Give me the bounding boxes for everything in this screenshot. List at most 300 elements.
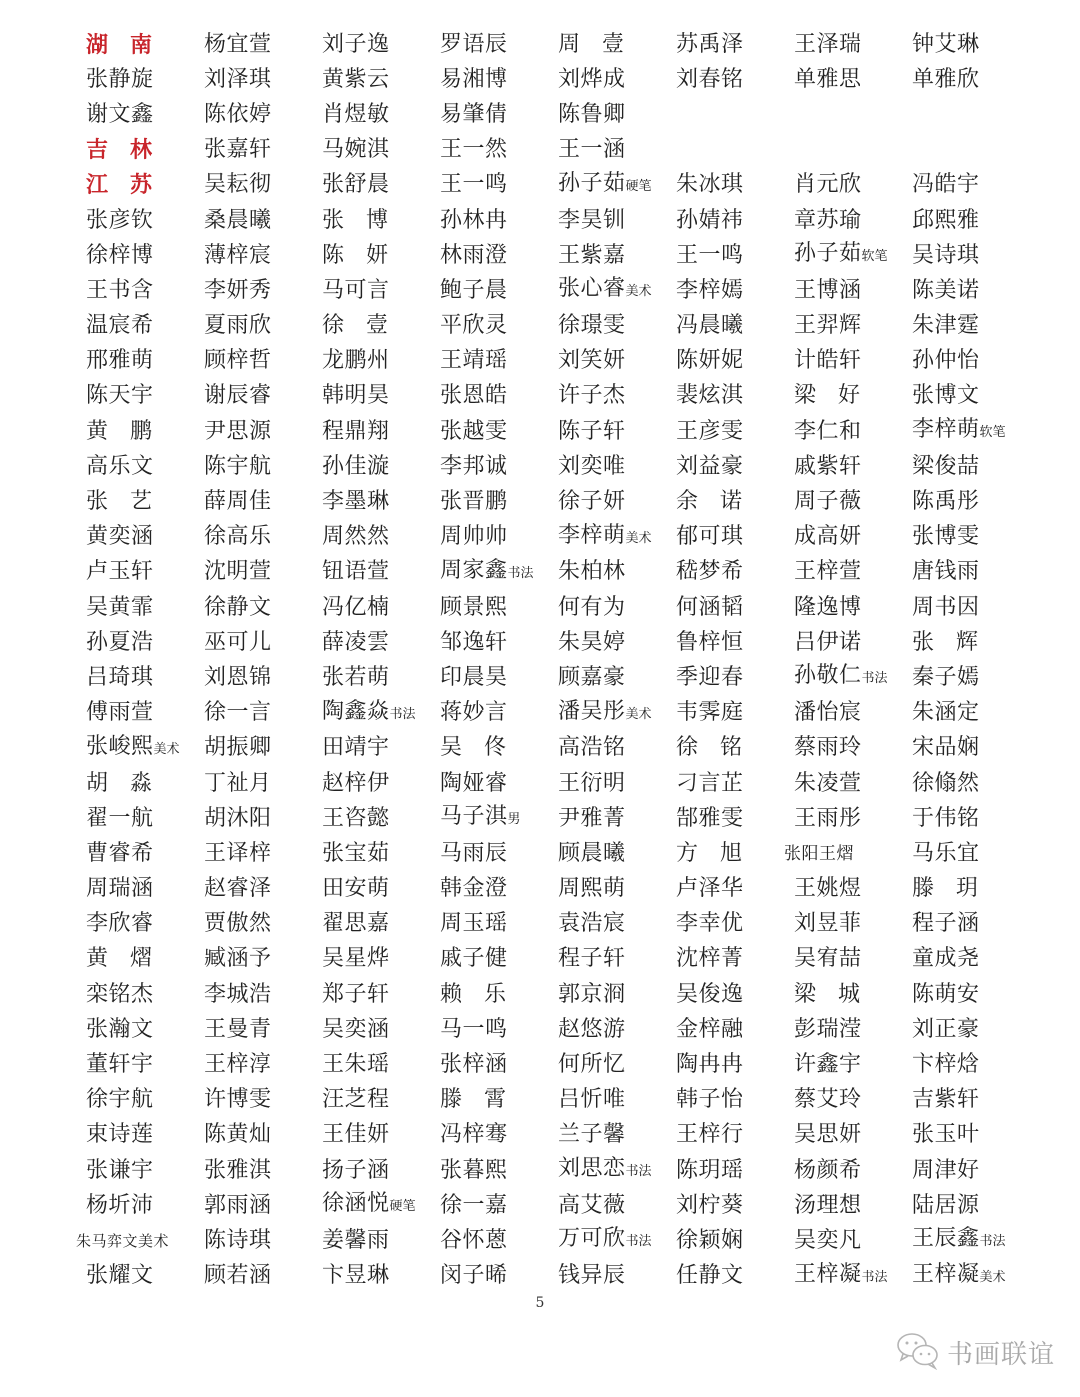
student-name [430, 276, 548, 306]
name-text: 王泽瑞 [794, 31, 862, 57]
student-name [902, 1156, 1020, 1186]
student-name [76, 698, 194, 728]
student-name [548, 100, 666, 130]
student-name [784, 1260, 902, 1293]
name-text: 吴黄霏 [86, 594, 154, 620]
name-text: 何有为 [558, 594, 626, 620]
student-name [902, 65, 1020, 95]
student-name [548, 1050, 666, 1080]
name-text: 程鼎翔 [322, 418, 390, 444]
student-name [784, 487, 902, 517]
student-name [902, 30, 1020, 60]
category-note: 男 [507, 812, 521, 828]
name-text: 彭瑞滢 [794, 1016, 862, 1042]
name-text: 刘子逸 [322, 31, 390, 57]
student-name [902, 593, 1020, 623]
name-text: 王博涵 [794, 277, 862, 303]
name-text: 张若萌 [322, 664, 390, 690]
name-text: 王彦雯 [676, 418, 744, 444]
name-text: 王一鸣 [440, 172, 508, 198]
name-text: 冯梓骞 [440, 1122, 508, 1148]
student-name [76, 839, 194, 869]
name-text: 徐涵悦 [322, 1191, 390, 1217]
name-text: 王一然 [440, 137, 508, 163]
student-name [312, 170, 430, 200]
name-text: 卢泽华 [676, 876, 744, 902]
student-name [902, 769, 1020, 799]
name-text: 周子薇 [794, 489, 862, 515]
name-text: 卢玉轩 [86, 559, 154, 585]
name-text: 蒋妙言 [440, 700, 508, 726]
student-name [784, 944, 902, 974]
student-name [548, 241, 666, 271]
student-name [312, 733, 430, 763]
name-text: 吕忻唯 [558, 1087, 626, 1113]
student-name [666, 452, 784, 482]
name-text: 张谦宇 [86, 1157, 154, 1183]
name-text: 吴诗琪 [912, 242, 980, 268]
student-name [902, 874, 1020, 904]
student-name [666, 593, 784, 623]
student-name [76, 804, 194, 834]
student-name [666, 769, 784, 799]
student-name [430, 381, 548, 411]
name-text: 肖煜敏 [322, 101, 390, 127]
name-text: 王梓行 [676, 1122, 744, 1148]
student-name [902, 839, 1020, 869]
name-text: 成高妍 [794, 524, 862, 550]
student-name [194, 1085, 312, 1115]
student-name [76, 311, 194, 341]
student-name [666, 1261, 784, 1291]
name-text: 徐静文 [204, 594, 272, 620]
student-name [194, 980, 312, 1010]
student-name [902, 1085, 1020, 1115]
student-name [430, 170, 548, 200]
name-text: 桑晨曦 [204, 207, 272, 233]
student-name [430, 100, 548, 130]
name-text: 兰子馨 [558, 1122, 626, 1148]
name-text: 郭雨涵 [204, 1192, 272, 1218]
student-name [194, 1050, 312, 1080]
student-name [312, 487, 430, 517]
name-text: 沈梓菁 [676, 946, 744, 972]
name-text: 孙敬仁 [794, 663, 862, 689]
name-text: 张耀文 [86, 1263, 154, 1289]
student-name [784, 1226, 902, 1256]
category-note: 书法 [625, 1234, 652, 1250]
student-name [312, 311, 430, 341]
name-text: 陶冉冉 [676, 1052, 744, 1078]
student-name [784, 452, 902, 482]
name-text: 巫可儿 [204, 629, 272, 655]
student-name [548, 311, 666, 341]
student-name [784, 909, 902, 939]
name-text: 冯晨曦 [676, 313, 744, 339]
name-text: 陈禹彤 [912, 489, 980, 515]
name-text: 翟思嘉 [322, 911, 390, 937]
name-text: 张心睿 [558, 276, 626, 302]
category-note: 书法 [861, 671, 888, 687]
student-name [312, 1189, 430, 1222]
student-name [902, 522, 1020, 552]
name-text: 孙林冉 [440, 207, 508, 233]
name-text: 孙婧祎 [676, 207, 744, 233]
name-char: 吴 [440, 735, 463, 761]
name-row [76, 766, 1026, 801]
student-name [312, 65, 430, 95]
student-name [666, 1226, 784, 1256]
student-name [784, 239, 902, 272]
student-name [784, 1015, 902, 1045]
name-text: 单雅欣 [912, 66, 980, 92]
name-text: 杨圻沛 [86, 1192, 154, 1218]
name-text: 谢文鑫 [86, 101, 154, 127]
name-text: 钱异辰 [558, 1263, 626, 1289]
name-text: 姜馨雨 [322, 1227, 390, 1253]
student-name [76, 769, 194, 799]
name-text: 韦霁庭 [676, 700, 744, 726]
name-row [76, 414, 1026, 449]
student-name [312, 346, 430, 376]
student-name [548, 769, 666, 799]
student-name [784, 381, 902, 411]
student-name [312, 1226, 430, 1256]
name-text: 王靖瑶 [440, 348, 508, 374]
student-name [548, 30, 666, 60]
student-name [194, 346, 312, 376]
student-name [548, 487, 666, 517]
name-text: 王一涵 [558, 137, 626, 163]
student-name [312, 769, 430, 799]
name-text: 陈天宇 [86, 383, 154, 409]
name-text: 陈妍妮 [676, 348, 744, 374]
category-note: 书法 [979, 1234, 1006, 1250]
student-name [76, 1156, 194, 1186]
student-name [312, 1261, 430, 1291]
student-name [548, 944, 666, 974]
student-name [666, 170, 784, 200]
name-text: 计皓轩 [794, 348, 862, 374]
name-text: 杨宜萱 [204, 31, 272, 57]
student-name [312, 1050, 430, 1080]
student-name [430, 65, 548, 95]
name-text: 韩子怡 [676, 1087, 744, 1113]
name-text: 张峻熙 [86, 733, 154, 759]
name-text: 陈鲁卿 [558, 101, 626, 127]
student-name [784, 206, 902, 236]
name-text: 周书因 [912, 594, 980, 620]
student-name [76, 346, 194, 376]
category-note: 书法 [861, 1269, 888, 1285]
name-text: 李梓嫣 [676, 277, 744, 303]
student-name [194, 417, 312, 447]
name-text: 孙夏浩 [86, 629, 154, 655]
student-name [430, 556, 548, 589]
name-text: 刘笑妍 [558, 348, 626, 374]
student-name [548, 381, 666, 411]
name-text: 冯亿楠 [322, 594, 390, 620]
student-name [784, 874, 902, 904]
name-text: 郜雅雯 [676, 805, 744, 831]
student-name [666, 487, 784, 517]
student-name [784, 346, 902, 376]
student-name [666, 1050, 784, 1080]
name-char: 博 [366, 207, 389, 233]
student-name [312, 1120, 430, 1150]
student-name [194, 452, 312, 482]
student-name [430, 839, 548, 869]
student-name [76, 452, 194, 482]
name-text: 刘春铭 [676, 66, 744, 92]
name-text: 张瀚文 [86, 1016, 154, 1042]
name-text: 潘怡宸 [794, 700, 862, 726]
name-text: 金梓融 [676, 1016, 744, 1042]
name-row [76, 801, 1026, 836]
category-note: 美术 [979, 1269, 1006, 1285]
name-text: 李欣睿 [86, 911, 154, 937]
name-char: 好 [838, 383, 861, 409]
student-name [784, 30, 902, 60]
student-name [902, 1224, 1020, 1257]
name-row [76, 555, 1026, 590]
student-name [902, 1015, 1020, 1045]
student-name [194, 557, 312, 587]
student-name [666, 944, 784, 974]
student-name [784, 557, 902, 587]
student-name [194, 1156, 312, 1186]
name-text: 刘柠葵 [676, 1192, 744, 1218]
student-name [784, 769, 902, 799]
name-text: 张静旋 [86, 66, 154, 92]
student-name [548, 1015, 666, 1045]
student-name [194, 1120, 312, 1150]
name-text: 冯皓宇 [912, 172, 980, 198]
name-text: 宋品娴 [912, 735, 980, 761]
student-name [76, 522, 194, 552]
name-text: 吴宥喆 [794, 946, 862, 972]
name-text: 周熙萌 [558, 876, 626, 902]
student-name [902, 628, 1020, 658]
name-text: 张暮熙 [440, 1157, 508, 1183]
name-text: 赵悠游 [558, 1016, 626, 1042]
student-name [784, 661, 902, 694]
student-name [312, 874, 430, 904]
student-name [666, 557, 784, 587]
student-name [666, 1015, 784, 1045]
name-text: 印晨昊 [440, 664, 508, 690]
name-char: 赖 [440, 981, 463, 1007]
name-text: 裴炫淇 [676, 383, 744, 409]
student-name [666, 909, 784, 939]
name-text: 朱凌萱 [794, 770, 862, 796]
name-row [76, 1083, 1026, 1118]
name-text: 唐钱雨 [912, 559, 980, 585]
name-char: 陈 [322, 242, 345, 268]
student-name [548, 1085, 666, 1115]
student-name [548, 663, 666, 693]
name-text: 周然然 [322, 524, 390, 550]
student-name [194, 663, 312, 693]
name-text: 王一鸣 [676, 242, 744, 268]
name-char: 鹏 [130, 418, 153, 444]
name-text: 周瑞涵 [86, 876, 154, 902]
name-text: 孙子茹 [558, 170, 626, 196]
student-name [784, 1156, 902, 1186]
category-note: 美术 [153, 741, 180, 757]
student-name [430, 452, 548, 482]
student-name [548, 874, 666, 904]
name-text: 周玉瑶 [440, 911, 508, 937]
name-text: 李幸优 [676, 911, 744, 937]
student-name [548, 839, 666, 869]
name-text: 徐高乐 [204, 524, 272, 550]
name-text: 徐一言 [204, 700, 272, 726]
student-name [902, 206, 1020, 236]
student-name [76, 276, 194, 306]
name-char: 妍 [366, 242, 389, 268]
student-name [430, 909, 548, 939]
name-text: 李妍秀 [204, 277, 272, 303]
name-char: 霄 [484, 1087, 507, 1113]
name-row [76, 309, 1026, 344]
name-text: 傅雨萱 [86, 700, 154, 726]
name-text: 张雅淇 [204, 1157, 272, 1183]
name-text: 董轩宇 [86, 1052, 154, 1078]
name-text: 嵇梦希 [676, 559, 744, 585]
name-text: 李梓萌 [912, 417, 980, 443]
student-name [194, 30, 312, 60]
student-name [784, 980, 902, 1010]
name-char: 胡 [86, 770, 109, 796]
watermark-text: 书画联谊 [947, 1339, 1056, 1370]
province-header [76, 135, 194, 165]
name-char: 佟 [484, 735, 507, 761]
student-name [666, 1120, 784, 1150]
name-text: 刘恩锦 [204, 664, 272, 690]
name-text: 韩金澄 [440, 876, 508, 902]
student-name [76, 874, 194, 904]
name-text: 陶娅睿 [440, 770, 508, 796]
student-name [312, 628, 430, 658]
name-char: 方 [676, 840, 699, 866]
student-name [548, 169, 666, 202]
student-name [430, 944, 548, 974]
name-text: 顾晨曦 [558, 840, 626, 866]
student-name [784, 522, 902, 552]
student-name [430, 593, 548, 623]
student-name [430, 135, 548, 165]
student-name [312, 557, 430, 587]
name-text: 马婉淇 [322, 137, 390, 163]
student-name [902, 944, 1020, 974]
name-text: 徐子妍 [558, 489, 626, 515]
name-text: 吴奕凡 [794, 1227, 862, 1253]
student-name [312, 804, 430, 834]
name-text: 徐翛然 [912, 770, 980, 796]
student-name [902, 346, 1020, 376]
name-row [76, 872, 1026, 907]
student-name [430, 1085, 548, 1115]
name-text: 林雨澄 [440, 242, 508, 268]
name-text: 孙子茹 [794, 241, 862, 267]
student-name [902, 276, 1020, 306]
name-char: 南 [130, 31, 153, 58]
name-char: 壹 [366, 313, 389, 339]
student-name [194, 311, 312, 341]
student-name [76, 663, 194, 693]
category-note: 软笔 [979, 425, 1006, 441]
student-name [902, 1191, 1020, 1221]
name-char: 江 [86, 172, 109, 199]
name-text: 韩明昊 [322, 383, 390, 409]
name-row [76, 1118, 1026, 1153]
student-name [784, 804, 902, 834]
student-name [548, 417, 666, 447]
name-text: 马一鸣 [440, 1016, 508, 1042]
name-text: 陈诗琪 [204, 1227, 272, 1253]
student-name [548, 1261, 666, 1291]
student-name [312, 241, 430, 271]
student-name [430, 1015, 548, 1045]
name-text: 谢辰睿 [204, 383, 272, 409]
student-name [902, 663, 1020, 693]
student-name [430, 769, 548, 799]
student-name [194, 276, 312, 306]
student-name [666, 1085, 784, 1115]
student-name [902, 1050, 1020, 1080]
name-row [76, 696, 1026, 731]
name-text: 戚子健 [440, 946, 508, 972]
name-text: 程子涵 [912, 911, 980, 937]
name-text: 朱柏林 [558, 559, 626, 585]
name-text: 郑子轩 [322, 981, 390, 1007]
name-text: 张阳王熠 [784, 843, 854, 864]
name-row [76, 660, 1026, 695]
student-name [76, 1261, 194, 1291]
student-name [430, 628, 548, 658]
name-text: 李仁和 [794, 418, 862, 444]
name-text: 陶鑫焱 [322, 698, 390, 724]
student-name [666, 30, 784, 60]
name-char: 梁 [794, 981, 817, 1007]
name-text: 朱涵定 [912, 700, 980, 726]
student-name [76, 1015, 194, 1045]
student-name [784, 1085, 902, 1115]
name-char: 滕 [912, 876, 935, 902]
student-name [76, 417, 194, 447]
student-name [430, 980, 548, 1010]
name-row [76, 590, 1026, 625]
student-name [76, 381, 194, 411]
student-name [312, 697, 430, 730]
student-name [666, 522, 784, 552]
student-name [666, 980, 784, 1010]
name-text: 张博雯 [912, 524, 980, 550]
student-name [430, 346, 548, 376]
name-text: 郁可琪 [676, 524, 744, 550]
student-name [430, 206, 548, 236]
student-name [430, 733, 548, 763]
name-text: 卞梓焓 [912, 1052, 980, 1078]
student-name [194, 944, 312, 974]
name-text: 顾梓哲 [204, 348, 272, 374]
name-char: 淼 [130, 770, 153, 796]
name-row [76, 836, 1026, 871]
student-name [194, 909, 312, 939]
category-note: 美术 [625, 284, 652, 300]
student-name [784, 1191, 902, 1221]
